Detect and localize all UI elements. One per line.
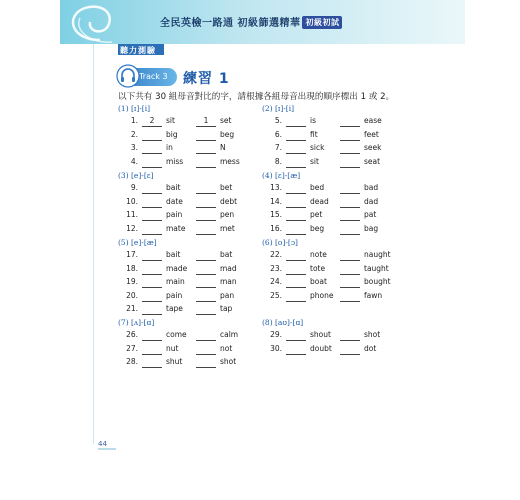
answer-blank-2[interactable]	[340, 354, 360, 355]
word-1: fit	[310, 129, 318, 139]
answer-blank-1[interactable]	[286, 126, 306, 127]
word-2: calm	[220, 330, 239, 339]
group-label: (8) [aʊ]-[ɑ]	[262, 318, 304, 327]
group-label: (2) [ɪ]-[i]	[262, 104, 295, 113]
answer-blank-1[interactable]	[286, 354, 306, 355]
answer-blank-2[interactable]	[196, 234, 216, 235]
side-rule	[93, 44, 94, 444]
exercise-item	[262, 116, 397, 128]
item-number: 18.	[126, 263, 138, 273]
word-1: doubt	[310, 343, 332, 353]
word-1: in	[166, 143, 173, 153]
answer-blank-2[interactable]	[196, 367, 216, 368]
exercise-item	[262, 130, 397, 142]
answer-blank-2[interactable]	[196, 153, 216, 154]
item-number: 7.	[274, 143, 282, 153]
exercise-item	[262, 197, 397, 209]
word-2: not	[220, 343, 233, 353]
word-1: tote	[310, 263, 326, 273]
answer-blank-2[interactable]	[196, 207, 216, 208]
group-label: (5) [e]-[æ]	[118, 238, 157, 247]
exercise-item	[118, 143, 253, 155]
answer-blank-1[interactable]	[286, 340, 306, 341]
exercise-item	[118, 357, 253, 369]
word-2: bat	[220, 250, 233, 259]
word-1: big	[166, 129, 178, 139]
item-number: 23.	[270, 263, 282, 273]
answer-blank-2[interactable]	[340, 274, 360, 275]
exercise-item	[262, 264, 397, 276]
word-2: pan	[220, 290, 235, 300]
answer-blank-2[interactable]	[196, 193, 216, 194]
answer-blank-1[interactable]	[142, 314, 162, 315]
group-label: (7) [ʌ]-[ɑ]	[118, 318, 155, 327]
exercise-title: 練習 1	[183, 71, 230, 87]
item-number: 21.	[126, 304, 138, 314]
word-1: nut	[166, 343, 179, 353]
word-2: feet	[364, 129, 379, 139]
answer-blank-2[interactable]	[196, 354, 216, 355]
word-2: shot	[364, 330, 381, 339]
exercise-item	[262, 330, 397, 342]
answer-blank-2[interactable]	[196, 340, 216, 341]
word-1: sick	[310, 143, 325, 153]
answer-blank-2[interactable]	[340, 207, 360, 208]
exercise-item	[262, 210, 397, 222]
exercise-item	[118, 224, 253, 236]
word-2: pen	[220, 210, 235, 220]
item-number: 3.	[130, 143, 138, 153]
exercise-item	[262, 344, 397, 356]
item-number: 30.	[270, 343, 282, 353]
swirl-decoration-icon	[60, 0, 130, 44]
item-number: 25.	[270, 290, 282, 300]
answer-blank-2[interactable]	[340, 220, 360, 221]
word-1: shut	[166, 357, 183, 367]
answer-blank-1[interactable]	[286, 140, 306, 141]
word-1: made	[166, 263, 188, 273]
word-2: tap	[220, 304, 233, 314]
answer-blank-2[interactable]	[196, 260, 216, 261]
answer-blank-2[interactable]	[196, 274, 216, 275]
word-1: sit	[310, 156, 319, 166]
word-1: note	[310, 250, 327, 259]
answer-blank-1[interactable]	[286, 167, 306, 168]
word-2: bag	[364, 223, 379, 233]
group-label: (6) [o]-[ɔ]	[262, 238, 298, 247]
answer-2: 1	[203, 116, 209, 125]
item-number: 29.	[270, 330, 282, 339]
answer-blank-2[interactable]	[196, 314, 216, 315]
section-title: 聽力測驗	[120, 46, 156, 55]
answer-blank-1[interactable]	[142, 274, 162, 275]
word-2: debt	[220, 196, 238, 206]
item-number: 5.	[274, 116, 282, 125]
exercise-item	[118, 277, 253, 289]
word-2: man	[220, 277, 237, 287]
word-1: beg	[310, 223, 325, 233]
item-number: 6.	[274, 129, 282, 139]
item-number: 8.	[274, 156, 282, 166]
answer-blank-2[interactable]	[340, 287, 360, 288]
answer-blank-2[interactable]	[340, 153, 360, 154]
word-1: bait	[166, 250, 181, 259]
item-number: 2.	[130, 129, 138, 139]
answer-blank-1[interactable]	[142, 260, 162, 261]
answer-blank-1[interactable]	[142, 234, 162, 235]
word-1: shout	[310, 330, 331, 339]
item-number: 26.	[126, 330, 138, 339]
item-number: 1.	[130, 116, 138, 125]
word-1: bed	[310, 183, 325, 192]
book-title: 全民英檢一路通 初級篩選精華 初級初試	[160, 14, 342, 29]
track-label: Track 3	[139, 72, 168, 81]
answer-blank-1[interactable]	[142, 367, 162, 368]
exercise-item	[262, 157, 397, 169]
item-number: 13.	[270, 183, 282, 192]
answer-blank-1[interactable]	[286, 234, 306, 235]
instructions: 以下共有 30 組母音對比的字，請根據各組母音出現的順序標出 1 或 2。	[118, 92, 395, 102]
item-number: 9.	[130, 183, 138, 192]
answer-blank-1[interactable]	[286, 153, 306, 154]
word-2: seek	[364, 143, 382, 153]
answer-blank-1[interactable]	[142, 207, 162, 208]
word-1: bait	[166, 183, 181, 192]
answer-blank-2[interactable]	[340, 193, 360, 194]
answer-blank-1[interactable]	[142, 354, 162, 355]
exercise-item	[118, 291, 253, 303]
word-2: bet	[220, 183, 233, 192]
answer-blank-1[interactable]	[286, 220, 306, 221]
exercise-item	[118, 264, 253, 276]
answer-blank-2[interactable]	[196, 220, 216, 221]
word-1: boat	[310, 277, 327, 287]
group-label: (1) [ɪ]-[i]	[118, 104, 151, 113]
answer-blank-1[interactable]	[286, 193, 306, 194]
answer-blank-2[interactable]	[340, 234, 360, 235]
answer-blank-1[interactable]	[286, 301, 306, 302]
answer-blank-2[interactable]	[340, 340, 360, 341]
page-number: 44	[98, 440, 107, 448]
answer-blank-2[interactable]	[340, 301, 360, 302]
answer-blank-1[interactable]	[142, 220, 162, 221]
exercise-item	[118, 183, 253, 195]
word-1: dead	[310, 196, 329, 206]
word-1: pain	[166, 290, 183, 300]
answer-blank-2[interactable]	[196, 140, 216, 141]
exercise-item	[118, 210, 253, 222]
answer-blank-1[interactable]	[142, 301, 162, 302]
item-number: 20.	[126, 290, 138, 300]
answer-blank-1[interactable]	[286, 260, 306, 261]
word-1: main	[166, 277, 185, 287]
word-1: phone	[310, 290, 334, 300]
word-1: mate	[166, 223, 186, 233]
item-number: 16.	[270, 223, 282, 233]
word-1: come	[166, 330, 187, 339]
answer-blank-2[interactable]	[196, 287, 216, 288]
item-number: 11.	[126, 210, 138, 220]
answer-blank-1[interactable]	[142, 340, 162, 341]
item-number: 19.	[126, 277, 138, 287]
answer-blank-1[interactable]	[142, 153, 162, 154]
exercise-item	[262, 183, 397, 195]
word-1: pain	[166, 210, 183, 220]
word-1: miss	[166, 156, 184, 166]
group-label: (3) [e]-[ɛ]	[118, 171, 154, 180]
word-1: tape	[166, 304, 183, 314]
answer-blank-2[interactable]	[340, 167, 360, 168]
word-1: sit	[166, 116, 175, 125]
exercise-item	[262, 250, 397, 262]
word-2: dad	[364, 196, 379, 206]
group-label: (4) [ɛ]-[æ]	[262, 171, 301, 180]
answer-blank-2[interactable]	[196, 301, 216, 302]
word-1: pet	[310, 210, 323, 220]
word-2: beg	[220, 129, 235, 139]
word-1: date	[166, 196, 183, 206]
word-2: dot	[364, 343, 377, 353]
headphone-icon	[116, 64, 140, 88]
exercise-item	[118, 304, 253, 316]
item-number: 15.	[270, 210, 282, 220]
exercise-item	[118, 116, 253, 128]
word-2: mad	[220, 263, 237, 273]
item-number: 28.	[126, 357, 138, 367]
answer-blank-1[interactable]	[142, 126, 162, 127]
exercise-item	[262, 277, 397, 289]
exercise-item	[262, 143, 397, 155]
item-number: 22.	[270, 250, 282, 259]
answer-blank-2[interactable]	[196, 126, 216, 127]
page-number-bar	[98, 448, 116, 450]
exercise-item	[118, 197, 253, 209]
item-number: 10.	[126, 196, 138, 206]
answer-blank-2[interactable]	[340, 140, 360, 141]
item-number: 12.	[126, 223, 138, 233]
exercise-item	[118, 344, 253, 356]
answer-blank-2[interactable]	[196, 167, 216, 168]
word-1: is	[310, 116, 316, 125]
item-number: 27.	[126, 343, 138, 353]
word-2: N	[220, 143, 226, 153]
word-2: mess	[220, 156, 240, 166]
item-number: 4.	[130, 156, 138, 166]
answer-blank-1[interactable]	[142, 193, 162, 194]
level-badge: 初級初試	[302, 16, 342, 29]
answer-blank-2[interactable]	[340, 126, 360, 127]
exercise-item	[118, 130, 253, 142]
answer-blank-1[interactable]	[286, 287, 306, 288]
exercise-item	[118, 250, 253, 262]
word-2: pat	[364, 210, 377, 220]
answer-1: 2	[149, 116, 155, 125]
word-2: bought	[364, 277, 391, 287]
answer-blank-1[interactable]	[142, 140, 162, 141]
word-2: ease	[364, 116, 382, 125]
word-2: set	[220, 116, 232, 125]
item-number: 17.	[126, 250, 138, 259]
word-2: bad	[364, 183, 379, 192]
word-2: taught	[364, 263, 389, 273]
answer-blank-1[interactable]	[286, 207, 306, 208]
item-number: 24.	[270, 277, 282, 287]
word-2: seat	[364, 156, 381, 166]
item-number: 14.	[270, 196, 282, 206]
word-2: shot	[220, 357, 237, 367]
exercise-item	[262, 291, 397, 303]
answer-blank-1[interactable]	[142, 287, 162, 288]
word-2: fawn	[364, 290, 383, 300]
answer-blank-1[interactable]	[286, 274, 306, 275]
answer-blank-1[interactable]	[142, 167, 162, 168]
word-2: met	[220, 223, 235, 233]
exercise-item	[118, 330, 253, 342]
word-2: naught	[364, 250, 391, 259]
exercise-item	[262, 224, 397, 236]
answer-blank-2[interactable]	[340, 260, 360, 261]
exercise-item	[118, 157, 253, 169]
